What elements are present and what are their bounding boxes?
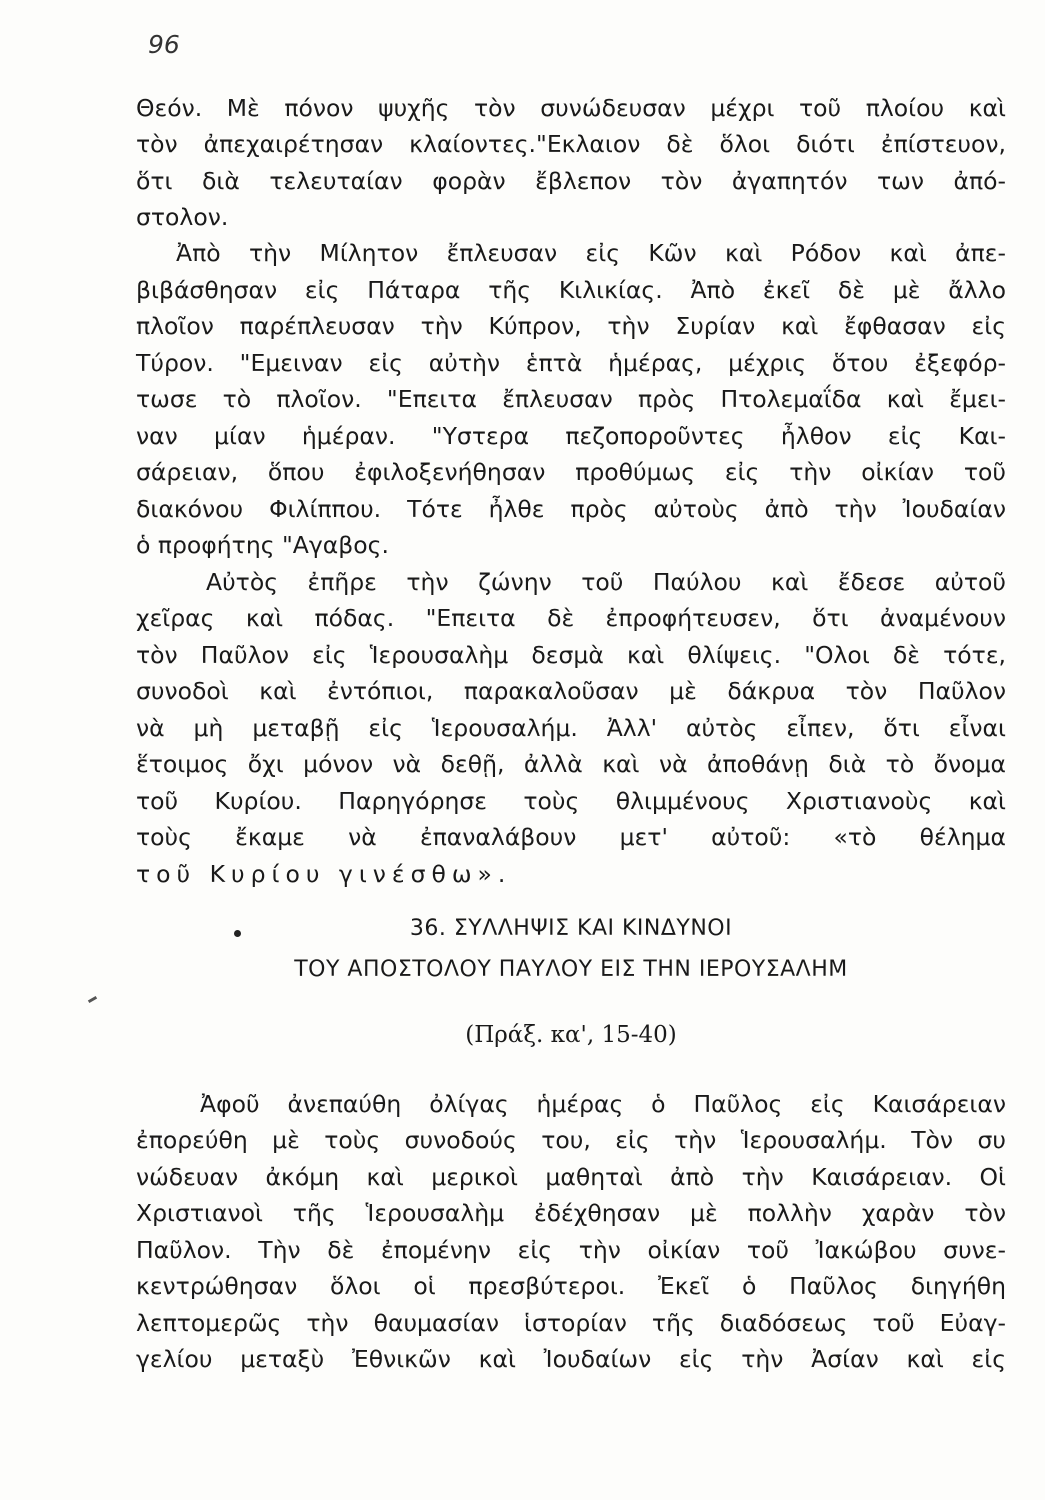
text-line: νὰ μὴ μεταβῇ εἰς Ἱερουσαλήμ. Ἀλλ' αὐτὸς εἶπεν, ὅτι εἶναι — [136, 714, 1006, 742]
page-number: 96 — [148, 30, 180, 59]
text-line: τοὺς ἔκαμε νὰ ἐπαναλάβουν μετ' αὐτοῦ: «τὸ θέλημα — [136, 823, 1006, 851]
text-line: ἕτοιμος ὄχι μόνον νὰ δεθῇ, ἀλλὰ καὶ νὰ ἀποθάνῃ διὰ τὸ ὄνομα — [136, 750, 1006, 778]
text-line: Αὐτὸς ἐπῆρε τὴν ζώνην τοῦ Παύλου καὶ ἔδεσε αὐτοῦ — [206, 568, 1006, 596]
text-line: Παῦλον. Τὴν δὲ ἐπομένην εἰς τὴν οἰκίαν τοῦ Ἰακώβου συνε- — [136, 1236, 1006, 1264]
text-line: ἐπορεύθη μὲ τοὺς συνοδούς του, εἰς τὴν Ἱερουσαλήμ. Τὸν συ — [136, 1126, 1006, 1154]
text-line: λεπτομερῶς τὴν θαυμασίαν ἱστορίαν τῆς διαδόσεως τοῦ Εὐαγ- — [136, 1309, 1006, 1337]
text-line: νώδευαν ἀκόμη καὶ μερικοὶ μαθηταὶ ἀπὸ τὴν Καισάρειαν. Οἱ — [136, 1163, 1006, 1191]
section-heading-line1: 36. ΣΥΛΛΗΨΙΣ ΚΑΙ ΚΙΝΔΥΝΟΙ — [409, 916, 733, 941]
text-line: διακόνου Φιλίππου. Τότε ἦλθε πρὸς αὐτοὺς ἀπὸ τὴν Ἰουδαίαν — [136, 495, 1006, 523]
text-line: τὸν Παῦλον εἰς Ἱερουσαλὴμ δεσμὰ καὶ θλίψεις. "Ολοι δὲ τότε, — [136, 641, 1006, 669]
text-line: ναν μίαν ἡμέραν. "Υστερα πεζοποροῦντες ἦλθον εἰς Και- — [136, 422, 1006, 450]
text-line: ὁ προφήτης "Αγαβος. — [136, 531, 389, 559]
text-line: σάρειαν, ὅπου ἐφιλοξενήθησαν προθύμως εἰς τὴν οἰκίαν τοῦ — [136, 458, 1006, 486]
text-line: τωσε τὸ πλοῖον. "Επειτα ἔπλευσαν πρὸς Πτολεμαΐδα καὶ ἔμει- — [136, 385, 1006, 413]
text-line: τοῦ Κυρίου. Παρηγόρησε τοὺς θλιμμένους Χριστιανοὺς καὶ — [136, 787, 1006, 815]
text-line: χεῖρας καὶ πόδας. "Επειτα δὲ ἐπροφήτευσεν, ὅτι ἀναμένουν — [136, 604, 1006, 632]
text-line: γελίου μεταξὺ Ἐθνικῶν καὶ Ἰουδαίων εἰς τὴν Ἀσίαν καὶ εἰς — [136, 1345, 1006, 1373]
text-line: τοῦ Κυρίου γινέσθω». — [136, 860, 512, 888]
text-line: συνοδοὶ καὶ ἐντόπιοι, παρακαλοῦσαν μὲ δάκρυα τὸν Παῦλον — [136, 677, 1006, 705]
text-line: βιβάσθησαν εἰς Πάταρα τῆς Κιλικίας. Ἀπὸ ἐκεῖ δὲ μὲ ἄλλο — [136, 276, 1006, 304]
text-line: Ἀπὸ τὴν Μίλητον ἔπλευσαν εἰς Κῶν καὶ Ρόδον καὶ ἀπε- — [176, 239, 1006, 267]
text-line: Χριστιανοὶ τῆς Ἱερουσαλὴμ ἐδέχθησαν μὲ πολλὴν χαρὰν τὸν — [136, 1199, 1006, 1227]
text-line: πλοῖον παρέπλευσαν τὴν Κύπρον, τὴν Συρίαν καὶ ἔφθασαν εἰς — [136, 312, 1006, 340]
text-line: στολον. — [136, 203, 229, 231]
text-line: Θεόν. Μὲ πόνον ψυχῆς τὸν συνώδευσαν μέχρι τοῦ πλοίου καὶ — [136, 94, 1006, 122]
text-line: τὸν ἀπεχαιρέτησαν κλαίοντες."Εκλαιον δὲ ὅλοι διότι ἐπίστευον, — [136, 130, 1006, 158]
scripture-reference: (Πράξ. κα', 15-40) — [465, 1022, 677, 1048]
text-line: Τύρον. "Εμειναν εἰς αὐτὴν ἑπτὰ ἡμέρας, μέχρις ὅτου ἐξεφόρ- — [136, 349, 1006, 377]
text-line: ὅτι διὰ τελευταίαν φορὰν ἔβλεπον τὸν ἀγαπητόν των ἀπό- — [136, 167, 1006, 195]
text-line: κεντρώθησαν ὅλοι οἱ πρεσβύτεροι. Ἐκεῖ ὁ Παῦλος διηγήθη — [136, 1272, 1006, 1300]
text-line: Ἀφοῦ ἀνεπαύθη ὀλίγας ἡμέρας ὁ Παῦλος εἰς Καισάρειαν — [200, 1090, 1006, 1118]
section-heading-line2: ΤΟΥ ΑΠΟΣΤΟΛΟΥ ΠΑΥΛΟΥ ΕΙΣ ΤΗΝ ΙΕΡΟΥΣΑΛΗΜ — [294, 957, 848, 982]
